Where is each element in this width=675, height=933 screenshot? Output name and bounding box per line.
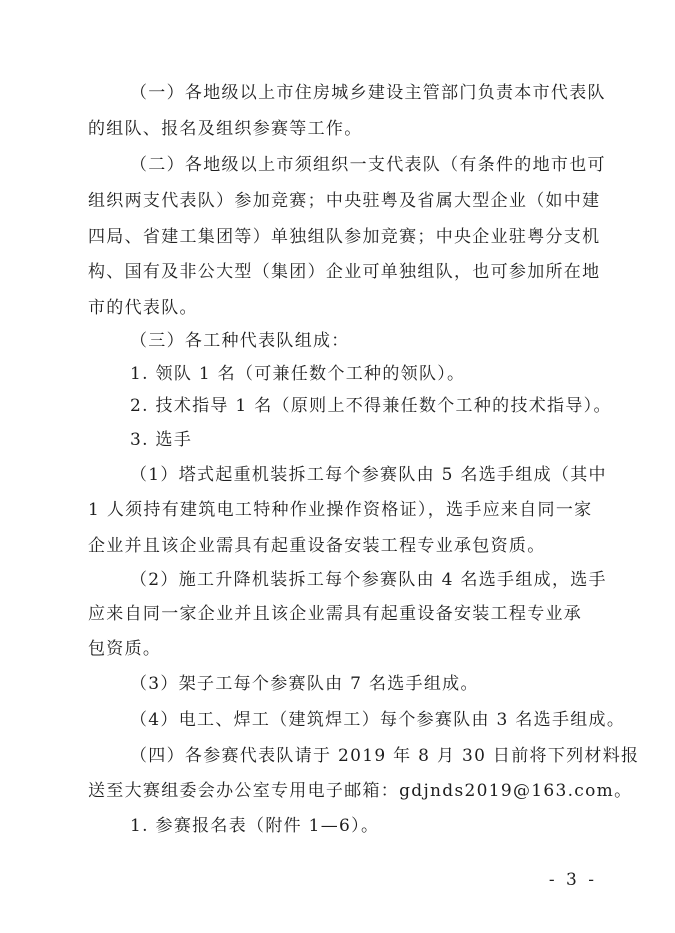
text-line-9: 1. 领队 1 名（可兼任数个工种的领队）。 (130, 364, 466, 384)
text-line-10: 2. 技术指导 1 名（原则上不得兼任数个工种的技术指导）。 (130, 396, 612, 416)
text-line-22: 1. 参赛报名表（附件 1—6）。 (130, 816, 380, 836)
text-line-11: 3. 选手 (130, 430, 193, 450)
text-line-14: 企业并且该企业需具有起重设备安装工程专业承包资质。 (88, 536, 546, 556)
text-line-19: （4）电工、焊工（建筑焊工）每个参赛队由 3 名选手组成。 (130, 710, 626, 730)
text-line-5: 四局、省建工集团等）单独组队参加竞赛；中央企业驻粤分支机 (88, 227, 601, 247)
text-line-3: （二）各地级以上市须组织一支代表队（有条件的地市也可 (130, 155, 606, 175)
text-line-18: （3）架子工每个参赛队由 7 名选手组成。 (130, 674, 479, 694)
text-line-2: 的组队、报名及组织参赛等工作。 (88, 119, 363, 139)
text-line-12: （1）塔式起重机装拆工每个参赛队由 5 名选手组成（其中 (130, 465, 607, 485)
text-line-8: （三）各工种代表队组成： (130, 331, 350, 351)
text-line-7: 市的代表队。 (88, 298, 198, 318)
text-line-6: 构、国有及非公大型（集团）企业可单独组队，也可参加所在地 (88, 262, 601, 282)
text-line-15: （2）施工升降机装拆工每个参赛队由 4 名选手组成，选手 (130, 570, 607, 590)
text-line-13: 1 人须持有建筑电工特种作业操作资格证），选手应来自同一家 (88, 500, 593, 520)
text-line-21: 送至大赛组委会办公室专用电子邮箱：gdjnds2019@163.com。 (88, 781, 633, 801)
page-number: - 3 - (548, 870, 597, 890)
text-line-1: （一）各地级以上市住房城乡建设主管部门负责本市代表队 (130, 83, 606, 103)
text-line-16: 应来自同一家企业并且该企业需具有起重设备安装工程专业承 (88, 604, 583, 624)
text-line-20: （四）各参赛代表队请于 2019 年 8 月 30 日前将下列材料报 (130, 746, 640, 766)
text-line-4: 组织两支代表队）参加竞赛；中央驻粤及省属大型企业（如中建 (88, 191, 601, 211)
text-line-17: 包资质。 (88, 639, 162, 659)
